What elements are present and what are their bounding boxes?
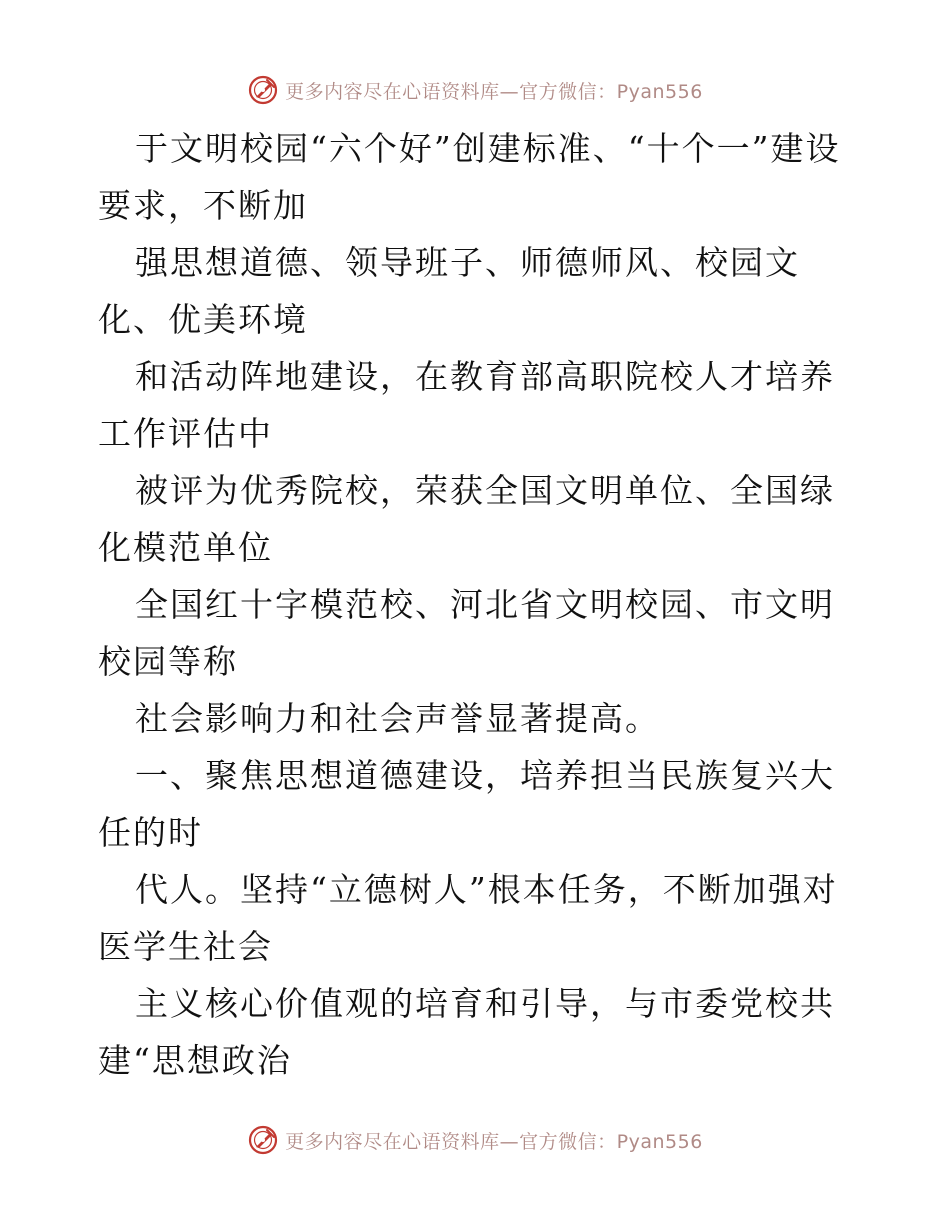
paragraph: 社会影响力和社会声誉显著提高。 — [135, 699, 660, 738]
header-banner — [0, 70, 950, 110]
footer-banner — [0, 1120, 950, 1160]
paragraph: 被评为优秀院校，荣获全国文明单位、全国绿化模范单位 — [98, 471, 835, 567]
paragraph: 于文明校园“六个好”创建标准、“十个一”建设要求，不断加 — [98, 129, 841, 225]
quill-seal-icon — [247, 74, 279, 106]
footer-banner-text: 更多内容尽在心语资料库—官方微信：Pyan556 — [285, 1130, 703, 1153]
header-banner-text: 更多内容尽在心语资料库—官方微信：Pyan556 — [285, 80, 703, 103]
paragraph: 强思想道德、领导班子、师德师风、校园文化、优美环境 — [98, 243, 800, 339]
document-body — [98, 120, 858, 1089]
paragraph: 一、聚焦思想道德建设，培养担当民族复兴大任的时 — [98, 756, 835, 852]
paragraph: 全国红十字模范校、河北省文明校园、市文明校园等称 — [98, 585, 835, 681]
quill-seal-icon — [247, 1124, 279, 1156]
paragraph: 和活动阵地建设，在教育部高职院校人才培养工作评估中 — [98, 357, 835, 453]
paragraph: 主义核心价值观的培育和引导，与市委党校共建“思想政治 — [98, 984, 835, 1080]
paragraph: 代人。坚持“立德树人”根本任务，不断加强对医学生社会 — [98, 870, 838, 966]
